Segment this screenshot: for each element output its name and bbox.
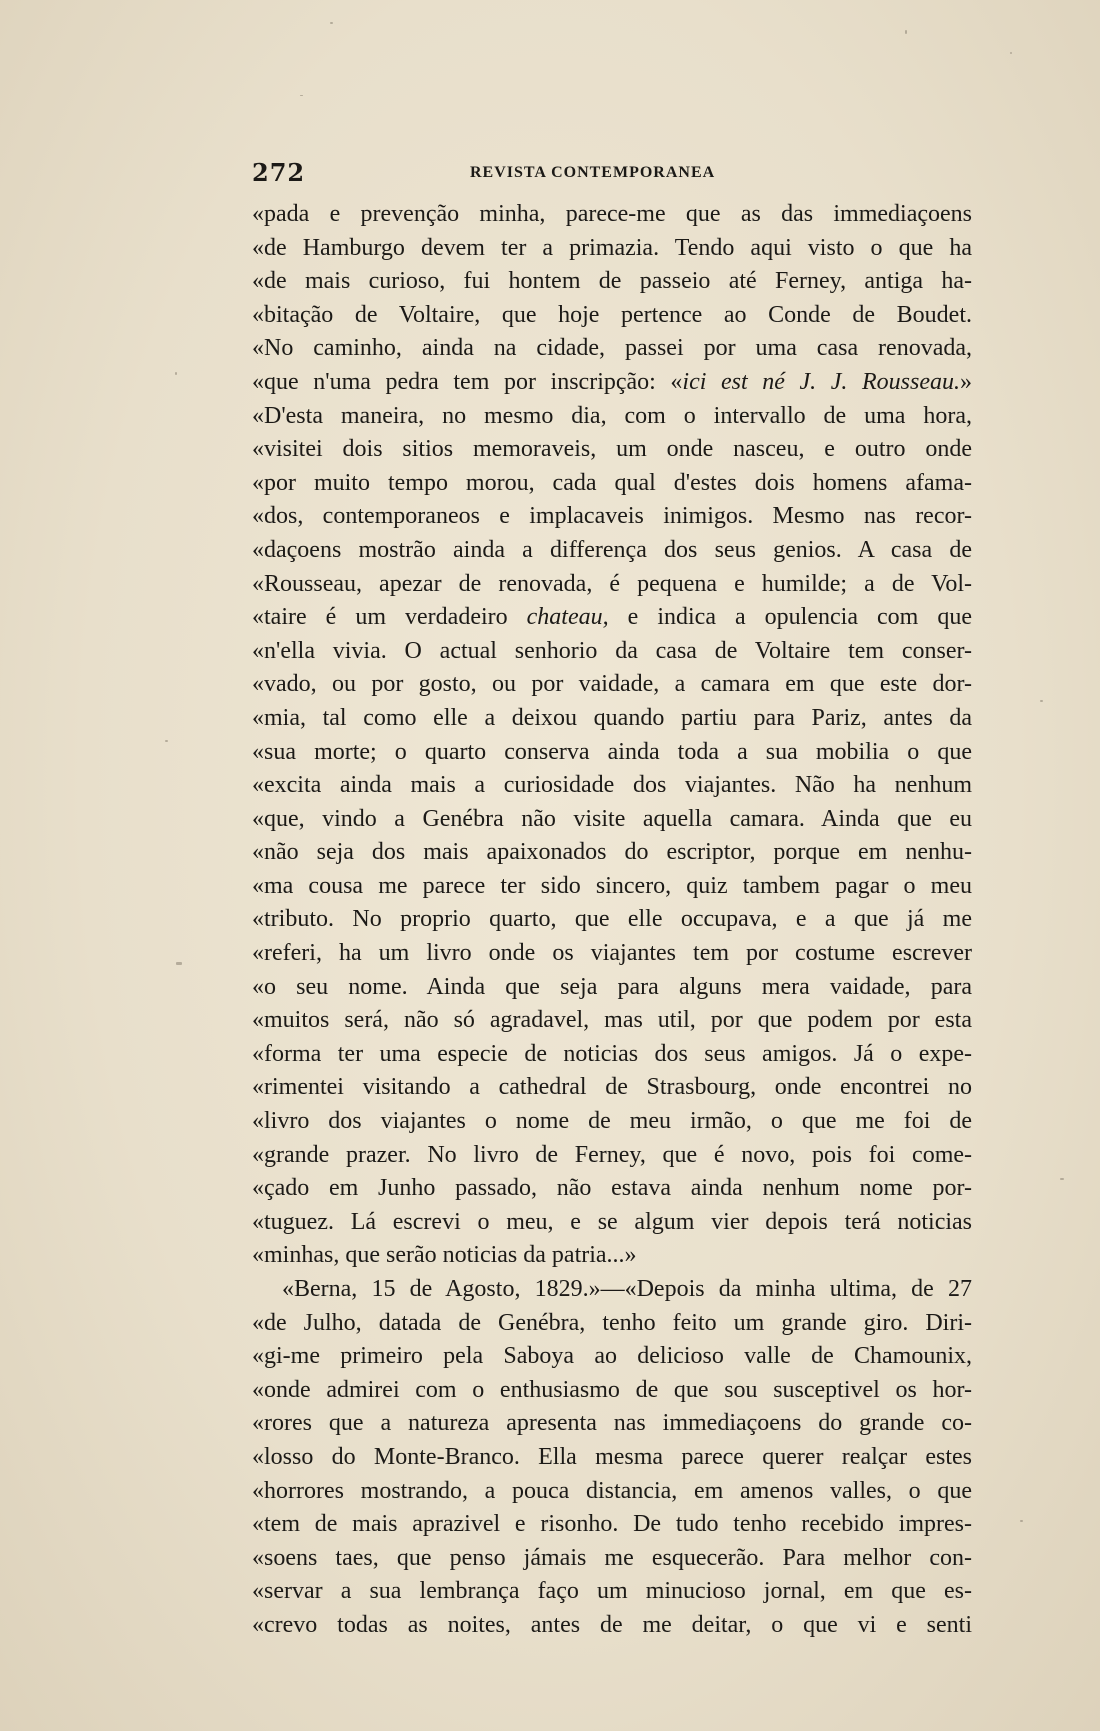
text-line: «mia, tal como elle a deixou quando partiu para Pariz, antes da xyxy=(252,704,972,731)
text-line: «sua morte; o quarto conserva ainda toda a sua mobilia o que xyxy=(252,738,972,765)
line-suffix: » xyxy=(959,368,972,395)
text-line: «excita ainda mais a curiosidade dos viajantes. Não ha nenhum xyxy=(252,772,972,799)
text-line: «de Hamburgo devem ter a primazia. Tendo aqui visto o que ha xyxy=(252,234,972,261)
line-prefix: «que n'uma pedra tem por inscripção: « xyxy=(252,368,683,395)
text-line: «vado, ou por gosto, ou por vaidade, a camara em que este dor- xyxy=(252,671,972,698)
text-line: «servar a sua lembrança faço um minucioso jornal, em que es- xyxy=(252,1578,972,1605)
text-line: «livro dos viajantes o nome de meu irmão, o que me foi de xyxy=(252,1108,972,1135)
page-number: 272 xyxy=(252,158,306,187)
text-line: «pada e prevenção minha, parece-me que as das immediaçoens xyxy=(252,201,972,227)
text-line: «tuguez. Lá escrevi o meu, e se algum vier depois terá noticias xyxy=(252,1208,972,1235)
text-line: «bitação de Voltaire, que hoje pertence ao Conde de Boudet. xyxy=(252,301,972,328)
text-line: «daçoens mostrão ainda a differença dos seus genios. A casa de xyxy=(252,536,972,563)
line-suffix: e indica a opulencia com que xyxy=(608,604,972,631)
text-line-chateau xyxy=(252,601,972,635)
text-line: «rimentei visitando a cathedral de Strasbourg, onde encontrei no xyxy=(252,1074,972,1101)
text-line: «çado em Junho passado, não estava ainda nenhum nome por- xyxy=(252,1175,972,1202)
text-line: «grande prazer. No livro de Ferney, que é novo, pois foi come- xyxy=(252,1141,972,1168)
text-line: «visitei dois sitios memoraveis, um onde nasceu, e outro onde xyxy=(252,436,972,463)
text-line: «tem de mais aprazivel e risonho. De tudo tenho recebido impres- xyxy=(252,1511,972,1538)
text-line: «n'ella vivia. O actual senhorio da casa de Voltaire tem conser- xyxy=(252,637,972,664)
text-line: «que, vindo a Genébra não visite aquella camara. Ainda que eu xyxy=(252,805,972,832)
paragraph-start-line: «Berna, 15 de Agosto, 1829.»—«Depois da minha ultima, de 27 xyxy=(282,1276,972,1302)
line-prefix: «taire é um verdadeiro xyxy=(252,604,527,631)
paragraph-end-line: «minhas, que serão noticias da patria...» xyxy=(252,1242,637,1269)
text-line: «tributo. No proprio quarto, que elle occupava, e a que já me xyxy=(252,906,972,933)
text-line: «losso do Monte-Branco. Ella mesma parece querer realçar estes xyxy=(252,1443,972,1470)
text-line: «onde admirei com o enthusiasmo de que sou susceptivel os hor- xyxy=(252,1376,972,1403)
text-line: «crevo todas as noites, antes de me deitar, o que vi e senti xyxy=(252,1611,972,1638)
text-line: «rores que a natureza apresenta nas immediaçoens do grande co- xyxy=(252,1410,972,1437)
text-line: «soens taes, que penso jámais me esquecerão. Para melhor con- xyxy=(252,1544,972,1571)
italic-chateau: chateau, xyxy=(526,604,609,631)
text-line: «horrores mostrando, a pouca distancia, em amenos valles, o que xyxy=(252,1477,972,1504)
running-title: REVISTA CONTEMPORANEA xyxy=(470,164,716,181)
text-line: «de Julho, datada de Genébra, tenho feito um grande giro. Diri- xyxy=(252,1309,972,1336)
text-line: «D'esta maneira, no mesmo dia, com o intervallo de uma hora, xyxy=(252,402,972,429)
text-line: «ma cousa me parece ter sido sincero, quiz tambem pagar o meu xyxy=(252,872,972,899)
body-text xyxy=(252,198,972,1643)
text-line: «não seja dos mais apaixonados do escriptor, porque em nenhu- xyxy=(252,839,972,866)
text-line: «por muito tempo morou, cada qual d'estes dois homens afama- xyxy=(252,469,972,496)
text-line: «dos, contemporaneos e implacaveis inimigos. Mesmo nas recor- xyxy=(252,503,972,530)
text-line-inscription xyxy=(252,366,972,400)
text-line: «referi, ha um livro onde os viajantes tem por costume escrever xyxy=(252,940,972,967)
text-line: «Rousseau, apezar de renovada, é pequena e humilde; a de Vol- xyxy=(252,570,972,597)
text-line: «No caminho, ainda na cidade, passei por uma casa renovada, xyxy=(252,335,972,362)
text-line: «muitos será, não só agradavel, mas util, por que podem por esta xyxy=(252,1007,972,1034)
text-line: «forma ter uma especie de noticias dos seus amigos. Já o expe- xyxy=(252,1040,972,1067)
page-header xyxy=(252,158,972,188)
text-line: «o seu nome. Ainda que seja para alguns mera vaidade, para xyxy=(252,973,972,1000)
italic-inscription: ici est né J. J. Rousseau. xyxy=(682,368,960,395)
text-line: «de mais curioso, fui hontem de passeio até Ferney, antiga ha- xyxy=(252,268,972,295)
text-line: «gi-me primeiro pela Saboya ao delicioso valle de Chamounix, xyxy=(252,1343,972,1370)
